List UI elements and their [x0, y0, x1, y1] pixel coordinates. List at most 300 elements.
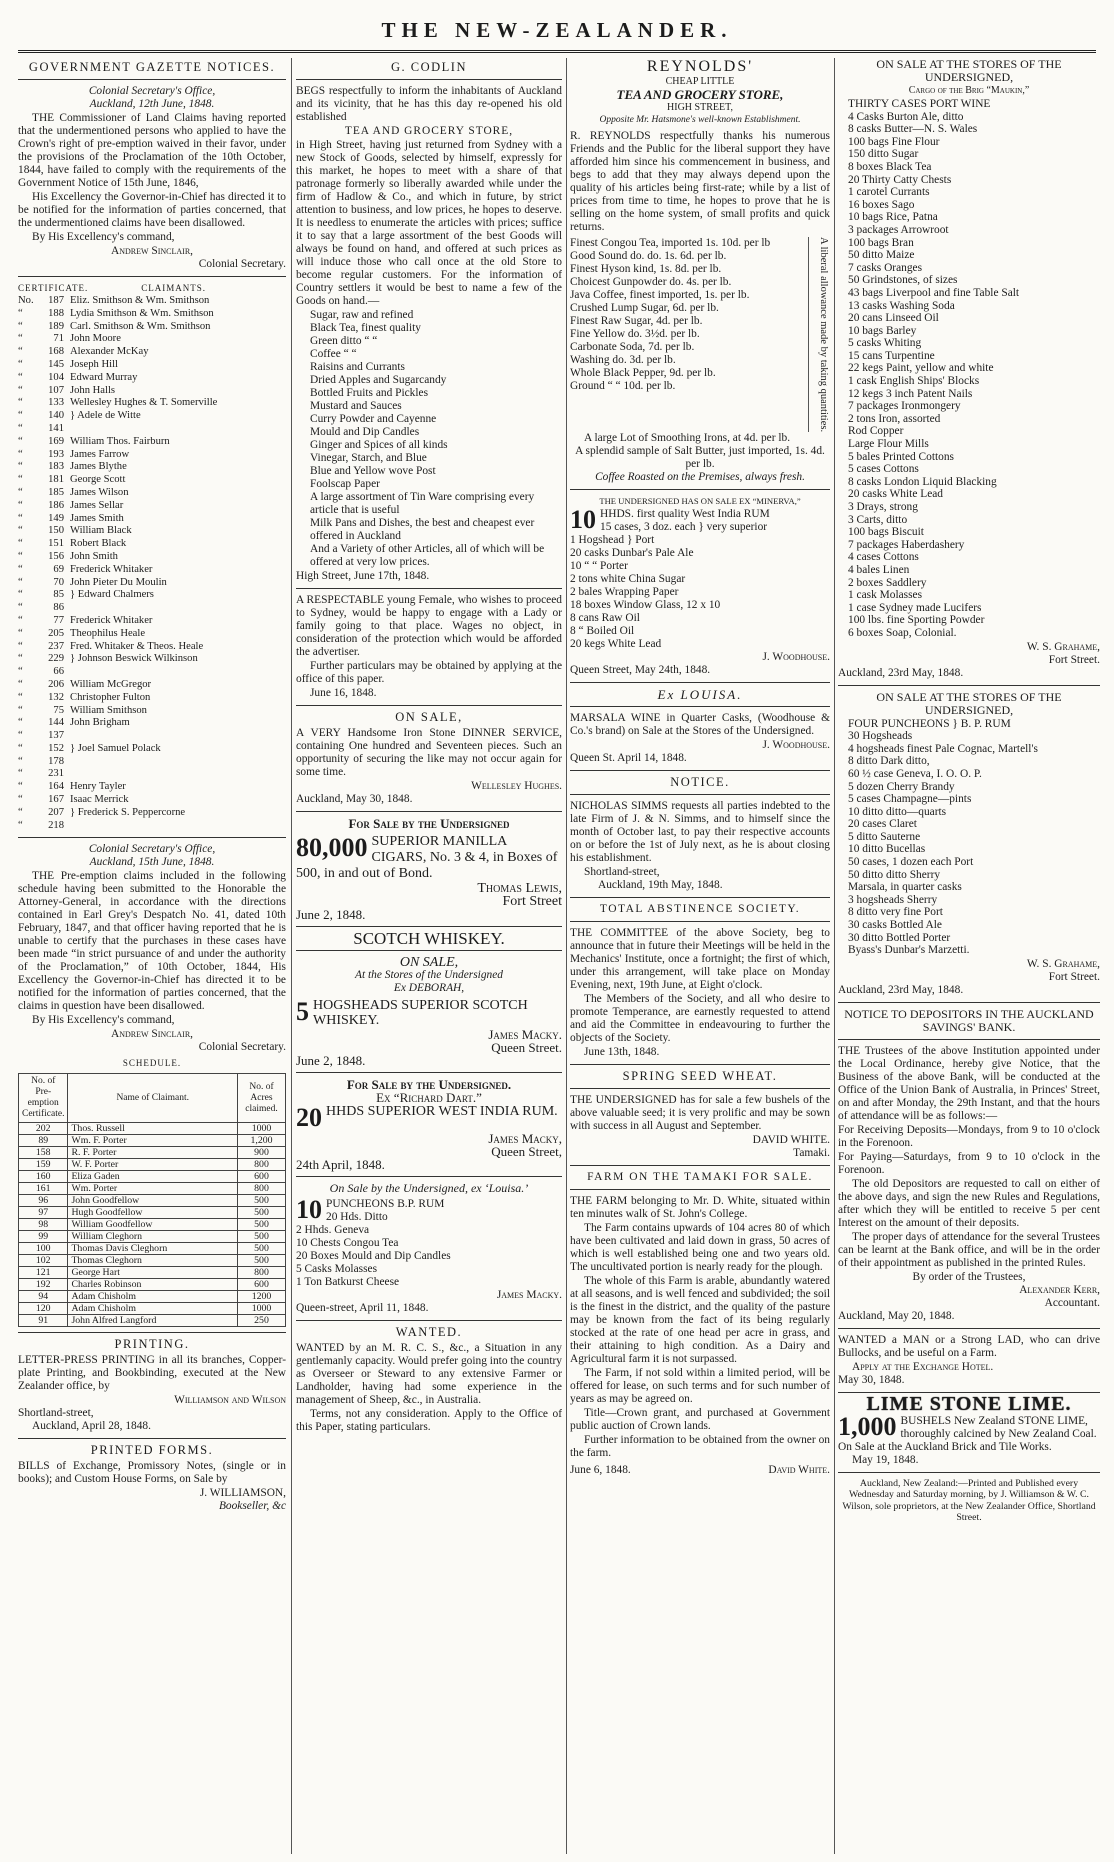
abstinence-date: June 13th, 1848.: [584, 1046, 660, 1059]
schedule-row: [19, 1255, 286, 1267]
schedule-heading: SCHEDULE.: [122, 1058, 182, 1069]
maukin-item: 5 casks Whiting: [848, 337, 922, 350]
price-list: [570, 237, 808, 432]
maukin-item: 8 casks London Liquid Blacking: [848, 475, 997, 488]
goods-item: Vinegar, Starch, and Blue: [310, 452, 427, 464]
louisa-signature: James Macky.: [496, 1289, 562, 1301]
claim-certificate: 149: [48, 512, 64, 524]
claim-prefix: “: [18, 704, 23, 716]
forms-signature: J. WILLIAMSON,: [199, 1487, 286, 1500]
masthead: THE NEW-ZEALANDER.: [381, 18, 733, 42]
maukin-item: 2 boxes Saddlery: [848, 576, 927, 589]
claim-certificate: 187: [48, 295, 64, 306]
claim-name: John Smith: [70, 550, 118, 562]
claim-prefix: “: [18, 499, 23, 511]
claim-row: [18, 768, 286, 781]
louisa-date: Queen-street, April 11, 1848.: [296, 1302, 429, 1314]
schedule-acres: 500: [238, 1231, 286, 1243]
claim-name: James Farrow: [70, 448, 130, 460]
louisa-ex-heading: Ex LOUISA.: [657, 687, 743, 703]
maukin-signature: W. S. Grahame,: [1026, 640, 1100, 653]
claimants-header: CLAIMANTS.: [141, 283, 206, 293]
bprum-item: 5 ditto Sauterne: [848, 830, 921, 843]
schedule-name: William Goodfellow: [68, 1219, 238, 1231]
wheat-signature: DAVID WHITE.: [752, 1134, 830, 1147]
claim-row: [18, 372, 286, 385]
claim-certificate: 164: [48, 781, 64, 793]
claim-name: Wellesley Hughes & T. Somerville: [70, 397, 218, 409]
claim-certificate: 178: [48, 755, 64, 767]
goods-item: And a Variety of other Articles, all of which will be offered at very low prices.: [310, 543, 545, 568]
claim-prefix: “: [18, 563, 23, 575]
maukin-item: 20 Thirty Catty Chests: [848, 173, 952, 186]
claim-name: Theophilus Heale: [70, 627, 146, 639]
lime-date: May 19, 1848.: [852, 1453, 919, 1466]
wanted-man-date: May 30, 1848.: [838, 1373, 905, 1386]
claim-name: John Pieter Du Moulin: [70, 576, 167, 588]
louisa-item: 2 Hhds. Geneva: [296, 1224, 370, 1236]
claim-row: [18, 679, 286, 692]
bprum-item: 8 ditto Dark ditto,: [848, 755, 930, 768]
rule: [838, 1472, 1100, 1473]
price-item: Good Sound do. do. 1s. 6d. per lb.: [570, 250, 727, 262]
farm-body: Further information to be obtained from the owner on the farm.: [570, 1434, 830, 1460]
savings-date: Auckland, May 20, 1848.: [838, 1309, 955, 1322]
claim-certificate: 133: [48, 397, 64, 409]
claim-certificate: 237: [48, 640, 64, 652]
claim-prefix: “: [18, 550, 23, 562]
price-item: Ground “ “ 10d. per lb.: [570, 380, 676, 392]
goods-item: Ginger and Spices of all kinds: [310, 439, 448, 451]
schedule-name: R. F. Porter: [68, 1147, 238, 1159]
claim-prefix: “: [18, 730, 23, 742]
gazette-heading: GOVERNMENT GAZETTE NOTICES.: [28, 60, 276, 74]
schedule-cert: 120: [19, 1303, 68, 1315]
codlin-store: TEA AND GROCERY STORE,: [344, 125, 514, 137]
wheat-body: THE UNDERSIGNED has for sale a few bushels of the above valuable seed; it is very prolific and may be sown with success in all August and September.: [570, 1094, 830, 1133]
command-line: By His Excellency's command,: [32, 1014, 175, 1027]
claim-prefix: “: [18, 538, 23, 550]
maukin-item: 100 bags Fine Flour: [848, 135, 940, 148]
claim-prefix: “: [18, 653, 23, 665]
schedule-cert: 161: [19, 1183, 68, 1195]
savings-signature-title: Accountant.: [1044, 1296, 1100, 1309]
maukin-item: 7 casks Oranges: [848, 261, 923, 274]
schedule-acres: 600: [238, 1171, 286, 1183]
claim-name: James Sellar: [70, 499, 124, 511]
claim-prefix: “: [18, 410, 23, 422]
claim-prefix: “: [18, 794, 23, 806]
goods-item: Coffee “ “: [310, 348, 357, 360]
schedule-cert: 100: [19, 1243, 68, 1255]
goods-item: Bottled Fruits and Pickles: [310, 387, 429, 399]
claim-row: [18, 449, 286, 462]
rum-quantity: 20: [296, 1103, 322, 1132]
goods-item: Sugar, raw and refined: [310, 309, 414, 321]
maukin-signature-street: Fort Street.: [1048, 653, 1100, 666]
claim-name: Christopher Fulton: [70, 691, 151, 703]
claim-row: [18, 525, 286, 538]
minerva-heading: THE UNDERSIGNED HAS ON SALE EX “MINERVA,”: [599, 496, 801, 507]
notice-date: Auckland, 19th May, 1848.: [598, 879, 723, 892]
female-ad-body: A RESPECTABLE young Female, who wishes to proceed to Sydney, would be happy to engage with a Lady or family going to that place. Wages no object, in consideration of the protection which would be afforded the advertiser.: [296, 594, 562, 658]
maukin-item: 1 cask Molasses: [848, 589, 923, 602]
goods-item: Dried Apples and Sugarcandy: [310, 374, 447, 386]
claim-name: Eliz. Smithson & Wm. Smithson: [70, 295, 210, 306]
maukin-item: 1 case Sydney made Lucifers: [848, 601, 982, 614]
price-item: Java Coffee, finest imported, 1s. per lb.: [570, 289, 750, 301]
notice-body: His Excellency the Governor-in-Chief has directed it to be notified for the information of parties concerned, that the undermentioned claims have been disallowed.: [18, 191, 286, 229]
maukin-item: 3 packages Arrowroot: [848, 223, 949, 236]
schedule-row: [19, 1195, 286, 1207]
bprum-item: 5 dozen Cherry Brandy: [848, 780, 955, 793]
rule: [18, 1438, 286, 1439]
claim-name: Carl. Smithson & Wm. Smithson: [70, 320, 211, 332]
claim-prefix: “: [18, 346, 23, 358]
signature-title: Colonial Secretary.: [198, 1041, 286, 1054]
claim-row: [18, 756, 286, 769]
schedule-row: [19, 1243, 286, 1255]
savings-paying: For Paying—Saturdays, from 9 to 10 o'clock in the Forenoon.: [838, 1150, 1100, 1176]
maukin-item: 20 casks White Lead: [848, 488, 943, 501]
minerva-item: 1 Hogshead } Port: [570, 534, 655, 547]
louisa-item: 1 Ton Batkurst Cheese: [296, 1276, 400, 1288]
schedule-row: [19, 1303, 286, 1315]
rule: [296, 811, 562, 812]
claim-certificate: 186: [48, 499, 64, 511]
maukin-item: Rod Copper: [848, 425, 904, 438]
claim-row: [18, 538, 286, 551]
claim-name: William Thos. Fairburn: [70, 435, 170, 447]
schedule-cert: 102: [19, 1255, 68, 1267]
cigar-date: June 2, 1848.: [296, 907, 366, 922]
maukin-item: 4 Casks Burton Ale, ditto: [848, 110, 964, 123]
claim-prefix: “: [18, 602, 23, 614]
maukin-item: 15 cans Turpentine: [848, 349, 935, 362]
schedule-acres: 800: [238, 1183, 286, 1195]
bprum-item: 8 ditto very fine Port: [848, 906, 943, 919]
claim-prefix: “: [18, 307, 23, 319]
claim-prefix: “: [18, 640, 23, 652]
column-2: [296, 58, 562, 1854]
reynolds-prices: [570, 237, 830, 432]
savings-heading: NOTICE TO DEPOSITORS IN THE AUCKLAND SAVINGS' BANK.: [844, 1006, 1094, 1034]
goods-item: Mustard and Sauces: [310, 400, 402, 412]
claim-name: Joseph Hill: [70, 358, 118, 370]
female-ad-body: Further particulars may be obtained by applying at the office of this paper.: [296, 660, 562, 685]
claim-certificate: 229: [48, 653, 64, 665]
maukin-item: 8 casks Butter—N. S. Wales: [848, 123, 978, 136]
whiskey-signature: James Macky.: [488, 1027, 562, 1042]
claim-prefix: “: [18, 742, 23, 754]
claim-prefix: “: [18, 576, 23, 588]
rule: [570, 921, 830, 922]
claim-certificate: 206: [48, 678, 64, 690]
schedule-acres: 1200: [238, 1291, 286, 1303]
goods-item: Curry Powder and Cayenne: [310, 413, 437, 425]
schedule-table: [18, 1073, 286, 1327]
schedule-col-header: No. of Acres claimed.: [238, 1074, 286, 1123]
schedule-cert: 98: [19, 1219, 68, 1231]
schedule-acres: 1000: [238, 1123, 286, 1135]
rule: [296, 1320, 562, 1321]
wanted-man-body: WANTED a MAN or a Strong LAD, who can drive Bullocks, and be useful on a Farm.: [838, 1333, 1100, 1359]
claim-prefix: “: [18, 525, 23, 537]
claim-row: [18, 717, 286, 730]
claim-prefix: “: [18, 333, 23, 345]
claim-name: } Joel Samuel Polack: [70, 742, 161, 754]
column-4: [838, 58, 1100, 1854]
maukin-item: 2 tons Iron, assorted: [848, 412, 941, 425]
claim-row: [18, 705, 286, 718]
maukin-item: 5 bales Printed Cottons: [848, 450, 954, 463]
savings-signature: Alexander Kerr,: [1019, 1283, 1100, 1296]
claim-certificate: 107: [48, 384, 64, 396]
claim-certificate: 218: [48, 819, 64, 831]
maukin-item: 4 cases Cottons: [848, 551, 919, 564]
schedule-name: Thos. Russell: [68, 1123, 238, 1135]
claim-certificate: 193: [48, 448, 64, 460]
claim-certificate: 75: [53, 704, 64, 716]
minerva-item: 2 bales Wrapping Paper: [570, 586, 679, 599]
minerva-item: 15 cases, 3 doz. each } very superior: [600, 521, 768, 534]
onsale-heading: ON SALE,: [395, 710, 463, 724]
notice-body: NICHOLAS SIMMS requests all parties indebted to the late Firm of J. & N. Simms, and to himself since the month of October last, to pay their respective accounts on or before the 1st of July next, as he is about closing his establishment.: [570, 800, 830, 865]
savings-receiving: For Receiving Deposits—Mondays, from 9 to 10 o'clock in the Forenoon.: [838, 1123, 1100, 1149]
maukin-item: 43 bags Liverpool and fine Table Salt: [848, 286, 1020, 299]
certificate-header: CERTIFICATE.: [18, 283, 89, 293]
price-item: Fine Yellow do. 3½d. per lb.: [570, 328, 700, 340]
maukin-item: 150 ditto Sugar: [848, 148, 919, 161]
rule: [296, 588, 562, 589]
minerva-item: 20 kegs White Lead: [570, 638, 662, 651]
schedule-name: W. F. Porter: [68, 1159, 238, 1171]
bprum-item: 10 ditto Bucellas: [848, 843, 926, 856]
schedule-row: [19, 1147, 286, 1159]
bprum-item: 30 Hogsheads: [848, 730, 913, 743]
farm-footer: [570, 1464, 830, 1477]
maukin-item: Large Flour Mills: [848, 438, 929, 451]
bprum-item: 30 ditto Bottled Porter: [848, 931, 951, 944]
price-item: Choicest Gunpowder do. 4s. per lb.: [570, 276, 732, 288]
goods-list: [310, 309, 562, 569]
wanted-man-apply: Apply at the Exchange Hotel.: [852, 1360, 994, 1373]
minerva-item: HHDS. first quality West India RUM: [600, 508, 770, 521]
rum-date: 24th April, 1848.: [296, 1157, 385, 1172]
rule: [570, 489, 830, 490]
claim-row: [18, 602, 286, 615]
printing-address: Shortland-street,: [18, 1407, 94, 1420]
maukin-item: 8 boxes Black Tea: [848, 160, 932, 173]
claim-name: William Smithson: [70, 704, 147, 716]
claim-prefix: “: [18, 384, 23, 396]
dinner-ad-date: Auckland, May 30, 1848.: [296, 793, 413, 805]
cigar-body: SUPERIOR MANILLA CIGARS, No. 3 & 4, in Boxes of 500, in and out of Bond.: [296, 834, 558, 881]
claim-prefix: “: [18, 448, 23, 460]
maukin-item: 13 casks Washing Soda: [848, 299, 955, 312]
claim-row: [18, 641, 286, 654]
bprum-item: 60 ½ case Geneva, I. O. O. P.: [848, 767, 982, 780]
maukin-heading: ON SALE AT THE STORES OF THE UNDERSIGNED,: [876, 58, 1062, 84]
schedule-name: George Hart: [68, 1267, 238, 1279]
printing-signature: Williamson and Wilson: [174, 1394, 286, 1407]
maukin-item: 20 cans Linseed Oil: [848, 312, 939, 325]
claim-certificate: 151: [48, 538, 64, 550]
abstinence-heading: TOTAL ABSTINENCE SOCIETY.: [599, 903, 801, 916]
claim-row: [18, 577, 286, 590]
reynolds-opposite: Opposite Mr. Hatsmone's well-known Establishment.: [599, 115, 801, 125]
maukin-item: 100 lbs. fine Sporting Powder: [848, 614, 985, 627]
schedule-row: [19, 1171, 286, 1183]
claim-certificate: 207: [48, 806, 64, 818]
claim-prefix: “: [18, 819, 23, 831]
schedule-cert: 192: [19, 1279, 68, 1291]
minerva-item: 20 casks Dunbar's Pale Ale: [570, 547, 694, 560]
claim-prefix: “: [18, 627, 23, 639]
lime-quantity: 1,000: [838, 1411, 897, 1441]
office-line: Colonial Secretary's Office,: [88, 85, 216, 97]
louisa-item: PUNCHEONS B.P. RUM: [326, 1198, 445, 1210]
wanted-body: Terms, not any consideration. Apply to the Office of this Paper, stating particulars.: [296, 1408, 562, 1433]
schedule-cert: 160: [19, 1171, 68, 1183]
claim-certificate: 137: [48, 730, 64, 742]
price-item: Washing do. 3d. per lb.: [570, 354, 676, 366]
claim-row: [18, 436, 286, 449]
minerva-quantity: 10: [570, 505, 596, 535]
bprum-item: 3 hogsheads Sherry: [848, 893, 938, 906]
louisa-ad: [296, 1195, 562, 1289]
column-divider: [834, 58, 835, 1854]
bprum-item: 4 hogsheads finest Pale Cognac, Martell's: [848, 742, 1038, 755]
maukin-items: [848, 98, 1100, 640]
schedule-row: [19, 1279, 286, 1291]
schedule-name: Adam Chisholm: [68, 1291, 238, 1303]
schedule-row: [19, 1183, 286, 1195]
claim-prefix: “: [18, 512, 23, 524]
notice-heading: NOTICE.: [670, 775, 730, 790]
wheat-signature-place: Tamaki.: [793, 1147, 830, 1160]
schedule-name: Thomas Davis Cleghorn: [68, 1243, 238, 1255]
rum-heading: For Sale by the Undersigned.: [346, 1077, 512, 1092]
rule: [18, 79, 286, 80]
claim-row: [18, 820, 286, 833]
minerva-signature: J. Woodhouse.: [762, 651, 830, 664]
rule: [570, 682, 830, 683]
maukin-item: 50 ditto Maize: [848, 249, 915, 262]
claim-certificate: 66: [53, 666, 64, 678]
whiskey-sub: At the Stores of the Undersigned: [355, 969, 503, 981]
claim-certificate: 104: [48, 371, 64, 383]
farm-heading: FARM ON THE TAMAKI FOR SALE.: [587, 1171, 813, 1184]
claim-name: } Edward Chalmers: [70, 589, 154, 601]
codlin-date: High Street, June 17th, 1848.: [296, 570, 430, 582]
rum-body: HHDS SUPERIOR WEST INDIA RUM.: [326, 1104, 558, 1119]
claim-prefix: “: [18, 397, 23, 409]
schedule-name: Thomas Cleghorn: [68, 1255, 238, 1267]
claim-row: [18, 551, 286, 564]
louisa-item: 10 Chests Congou Tea: [296, 1237, 399, 1249]
schedule-name: Adam Chisholm: [68, 1303, 238, 1315]
farm-body: THE FARM belonging to Mr. D. White, situated within ten minutes walk of St. John's College.: [570, 1195, 830, 1221]
claim-certificate: 183: [48, 461, 64, 473]
claim-certificate: 156: [48, 550, 64, 562]
claim-prefix: “: [18, 461, 23, 473]
rule: [838, 685, 1100, 686]
signature-title: Colonial Secretary.: [198, 258, 286, 270]
claim-row: [18, 410, 286, 423]
goods-item: Milk Pans and Dishes, the best and cheapest ever offered in Auckland: [310, 517, 535, 542]
schedule-name: Hugh Goodfellow: [68, 1207, 238, 1219]
claim-name: Fred. Whitaker & Theos. Heale: [70, 640, 204, 652]
claim-row: [18, 666, 286, 679]
rule: [570, 1165, 830, 1166]
louisa-item: 20 Hds. Ditto: [326, 1211, 388, 1223]
savings-body: The proper days of attendance for the several Trustees can be learnt at the Bank office, and will be in the order of their appointment as published in the printed Rules.: [838, 1230, 1100, 1269]
schedule-name: Wm. F. Porter: [68, 1135, 238, 1147]
claim-certificate: 86: [53, 602, 64, 614]
claim-prefix: No.: [18, 295, 34, 306]
maukin-item: THIRTY CASES PORT WINE: [848, 98, 991, 110]
schedule-acres: 500: [238, 1219, 286, 1231]
claim-row: [18, 308, 286, 321]
abstinence-body: The Members of the Society, and all who desire to promote Temperance, are earnestly requested to attend and aid the Committee in endeavouring to further the objects of the Society.: [570, 993, 830, 1045]
cigar-quantity: 80,000: [296, 833, 368, 862]
claim-name: Alexander McKay: [70, 346, 149, 358]
claim-row: [18, 295, 286, 308]
claim-row: [18, 794, 286, 807]
claim-prefix: “: [18, 358, 23, 370]
claim-name: } Johnson Beswick Wilkinson: [70, 653, 198, 665]
schedule-cert: 91: [19, 1315, 68, 1327]
schedule-name: John Alfred Langford: [68, 1315, 238, 1327]
claim-certificate: 188: [48, 307, 64, 319]
schedule-row: [19, 1123, 286, 1135]
command-line: By His Excellency's command,: [32, 231, 175, 243]
minerva-ad: [570, 505, 830, 651]
minerva-date: Queen Street, May 24th, 1848.: [570, 664, 711, 677]
claim-name: Edward Murray: [70, 371, 138, 383]
claim-row: [18, 461, 286, 474]
claim-prefix: “: [18, 614, 23, 626]
claim-row: [18, 321, 286, 334]
schedule-acres: 600: [238, 1279, 286, 1291]
marsala-signature: J. Woodhouse.: [762, 739, 830, 752]
claim-prefix: “: [18, 781, 23, 793]
bprum-date: Auckland, 23rd May, 1848.: [838, 983, 964, 996]
claim-prefix: “: [18, 371, 23, 383]
louisa-heading: On Sale by the Undersigned, ex ‘Louisa.’: [329, 1181, 529, 1195]
maukin-item: 10 bags Rice, Patna: [848, 211, 938, 224]
cigar-signature: Thomas Lewis,: [477, 881, 562, 896]
minerva-item: 2 tons white China Sugar: [570, 573, 686, 586]
schedule-cert: 94: [19, 1291, 68, 1303]
maukin-item: 16 boxes Sago: [848, 198, 915, 211]
cigar-signature-street: Fort Street: [502, 894, 562, 909]
savings-body: The old Depositors are requested to call on either of the above days, and sign the new Rules and Regulations, after which they will be entitled to receive 5 per cent Interest on the amount of their deposits.: [838, 1177, 1100, 1229]
claim-certificate: 169: [48, 435, 64, 447]
schedule-acres: 800: [238, 1159, 286, 1171]
schedule-cert: 99: [19, 1231, 68, 1243]
claim-certificate: 189: [48, 320, 64, 332]
date-line: Auckland, 12th June, 1848.: [89, 98, 215, 110]
wanted-body: WANTED by an M. R. C. S., &c., a Situation in any gentlemanly capacity. Would prefer going into the country as Overseer or Steward to any extensive Farmer or Landholder, having had some experience in the management of Sheep, &c., in Australia.: [296, 1342, 562, 1406]
signature-name: Andrew Sinclair,: [110, 245, 194, 257]
maukin-item: 6 boxes Soap, Colonial.: [848, 626, 957, 639]
minerva-item: 18 boxes Window Glass, 12 x 10: [570, 599, 721, 612]
bprum-item: 20 cases Claret: [848, 818, 917, 831]
claim-name: Frederick Whitaker: [70, 614, 153, 626]
claim-row: [18, 513, 286, 526]
